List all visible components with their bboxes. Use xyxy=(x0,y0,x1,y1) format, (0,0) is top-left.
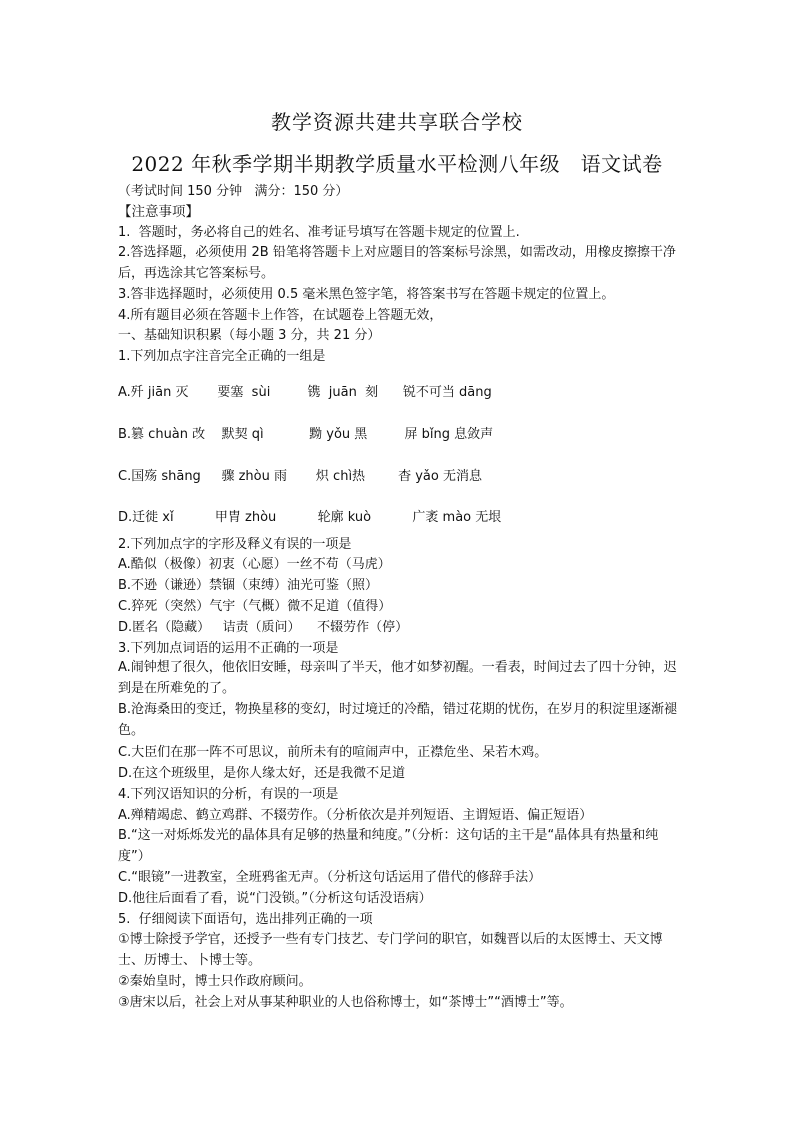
q3-option-d: D.在这个班级里，是你人缘太好，还是我微不足道 xyxy=(118,766,406,781)
q3-option-c: C.大臣们在那一阵不可思议，前所未有的喧闹声中，正襟危坐、呆若木鸡。 xyxy=(118,745,548,760)
q2-option-d: D.匿名（隐藏） 诘责（质问） 不辍劳作（停） xyxy=(118,620,409,635)
notice-1: 1. 答题时，务必将自己的姓名、准考证号填写在答题卡规定的位置上. xyxy=(118,225,520,240)
q2-option-c: C.猝死（突然）气宇（气概）微不足道（值得） xyxy=(118,599,392,614)
exam-info: （考试时间 150 分钟 满分：150 分） xyxy=(118,184,349,199)
section-heading: 一、基础知识积累（每小题 3 分，共 21 分） xyxy=(118,328,381,343)
notice-2: 2.答选择题，必须使用 2B 铅笔将答题卡上对应题目的答案标号涂黑，如需改动，用橡皮擦擦干净后，再选涂其它答案标号。 xyxy=(118,245,676,281)
q5-item-2: ②秦始皇时，博士只作政府顾问。 xyxy=(118,974,312,989)
q5-stem: 5. 仔细阅读下面语句，选出排列正确的一项 xyxy=(118,912,373,927)
notice-3: 3.答非选择题时，必须使用 0.5 毫米黑色签字笔，将答案书写在答题卡规定的位置上。 xyxy=(118,287,615,302)
q1-option-b: B.篡 chuàn 改 默契 qì 黝 yǒu 黑 屏 bǐng 息敛声 xyxy=(118,427,494,442)
q1-option-a: A.歼 jiān 灭 要塞 sùi 镌 juān 刻 锐不可当 dāng xyxy=(118,385,492,400)
notice-header: 【注意事项】 xyxy=(118,204,199,220)
q1-option-d: D.迁徙 xǐ 甲胄 zhòu 轮廓 kuò 广袤 mào 无垠 xyxy=(118,510,502,525)
q3-option-a: A.闹钟想了很久，他依旧安睡，母亲叫了半天，他才如梦初醒。一看表，时间过去了四十分钟，迟到是在所难免的了。 xyxy=(118,660,677,696)
school-title: 教学资源共建共享联合学校 xyxy=(271,110,523,134)
q4-option-c: C.“眼镜”一进教室，全班鸦雀无声。（分析这句话运用了借代的修辞手法） xyxy=(118,870,542,885)
q2-stem: 2.下列加点字的字形及释义有误的一项是 xyxy=(118,537,352,552)
q4-stem: 4.下列汉语知识的分析，有误的一项是 xyxy=(118,787,339,802)
q5-item-3: ③唐宋以后，社会上对从事某种职业的人也俗称博士，如“茶博士”“酒博士”等。 xyxy=(118,995,573,1010)
q4-option-a: A.殚精竭虑、鹤立鸡群、不辍劳作。（分析依次是并列短语、主谓短语、偏正短语） xyxy=(118,808,593,823)
q2-option-a: A.酷似（极像）初衷（心愿）一丝不苟（马虎） xyxy=(118,557,391,572)
notice-4: 4.所有题目必须在答题卡上作答，在试题卷上答题无效， xyxy=(118,308,443,323)
q3-option-b: B.沧海桑田的变迁，物换星移的变幻，时过境迁的冷酷，错过花期的忧伤，在岁月的积淀里逐渐褪色。 xyxy=(118,702,678,738)
q5-item-1: ①博士除授予学官，还授予一些有专门技艺、专门学问的职官，如魏晋以后的太医博士、天文博士、历博士、卜博士等。 xyxy=(118,932,663,968)
q1-stem: 1.下列加点字注音完全正确的一组是 xyxy=(118,349,326,364)
q1-option-c: C.国殇 shāng 骤 zhòu 雨 炽 chì热 杳 yǎo 无消息 xyxy=(118,469,482,484)
q3-stem: 3.下列加点词语的运用不正确的一项是 xyxy=(118,641,339,656)
q2-option-b: B.不逊（谦逊）禁锢（束缚）油光可鉴（照） xyxy=(118,578,379,593)
exam-title: 2022 年秋季学期半期教学质量水平检测八年级 语文试卷 xyxy=(131,152,663,176)
q4-option-b: B.“这一对烁烁发光的晶体具有足够的热量和纯度。”（分析：这句话的主干是“晶体具有热量和纯度”） xyxy=(118,828,659,864)
q4-option-d: D.他往后面看了看，说“门没锁。”（分析这句话没语病） xyxy=(118,891,432,906)
